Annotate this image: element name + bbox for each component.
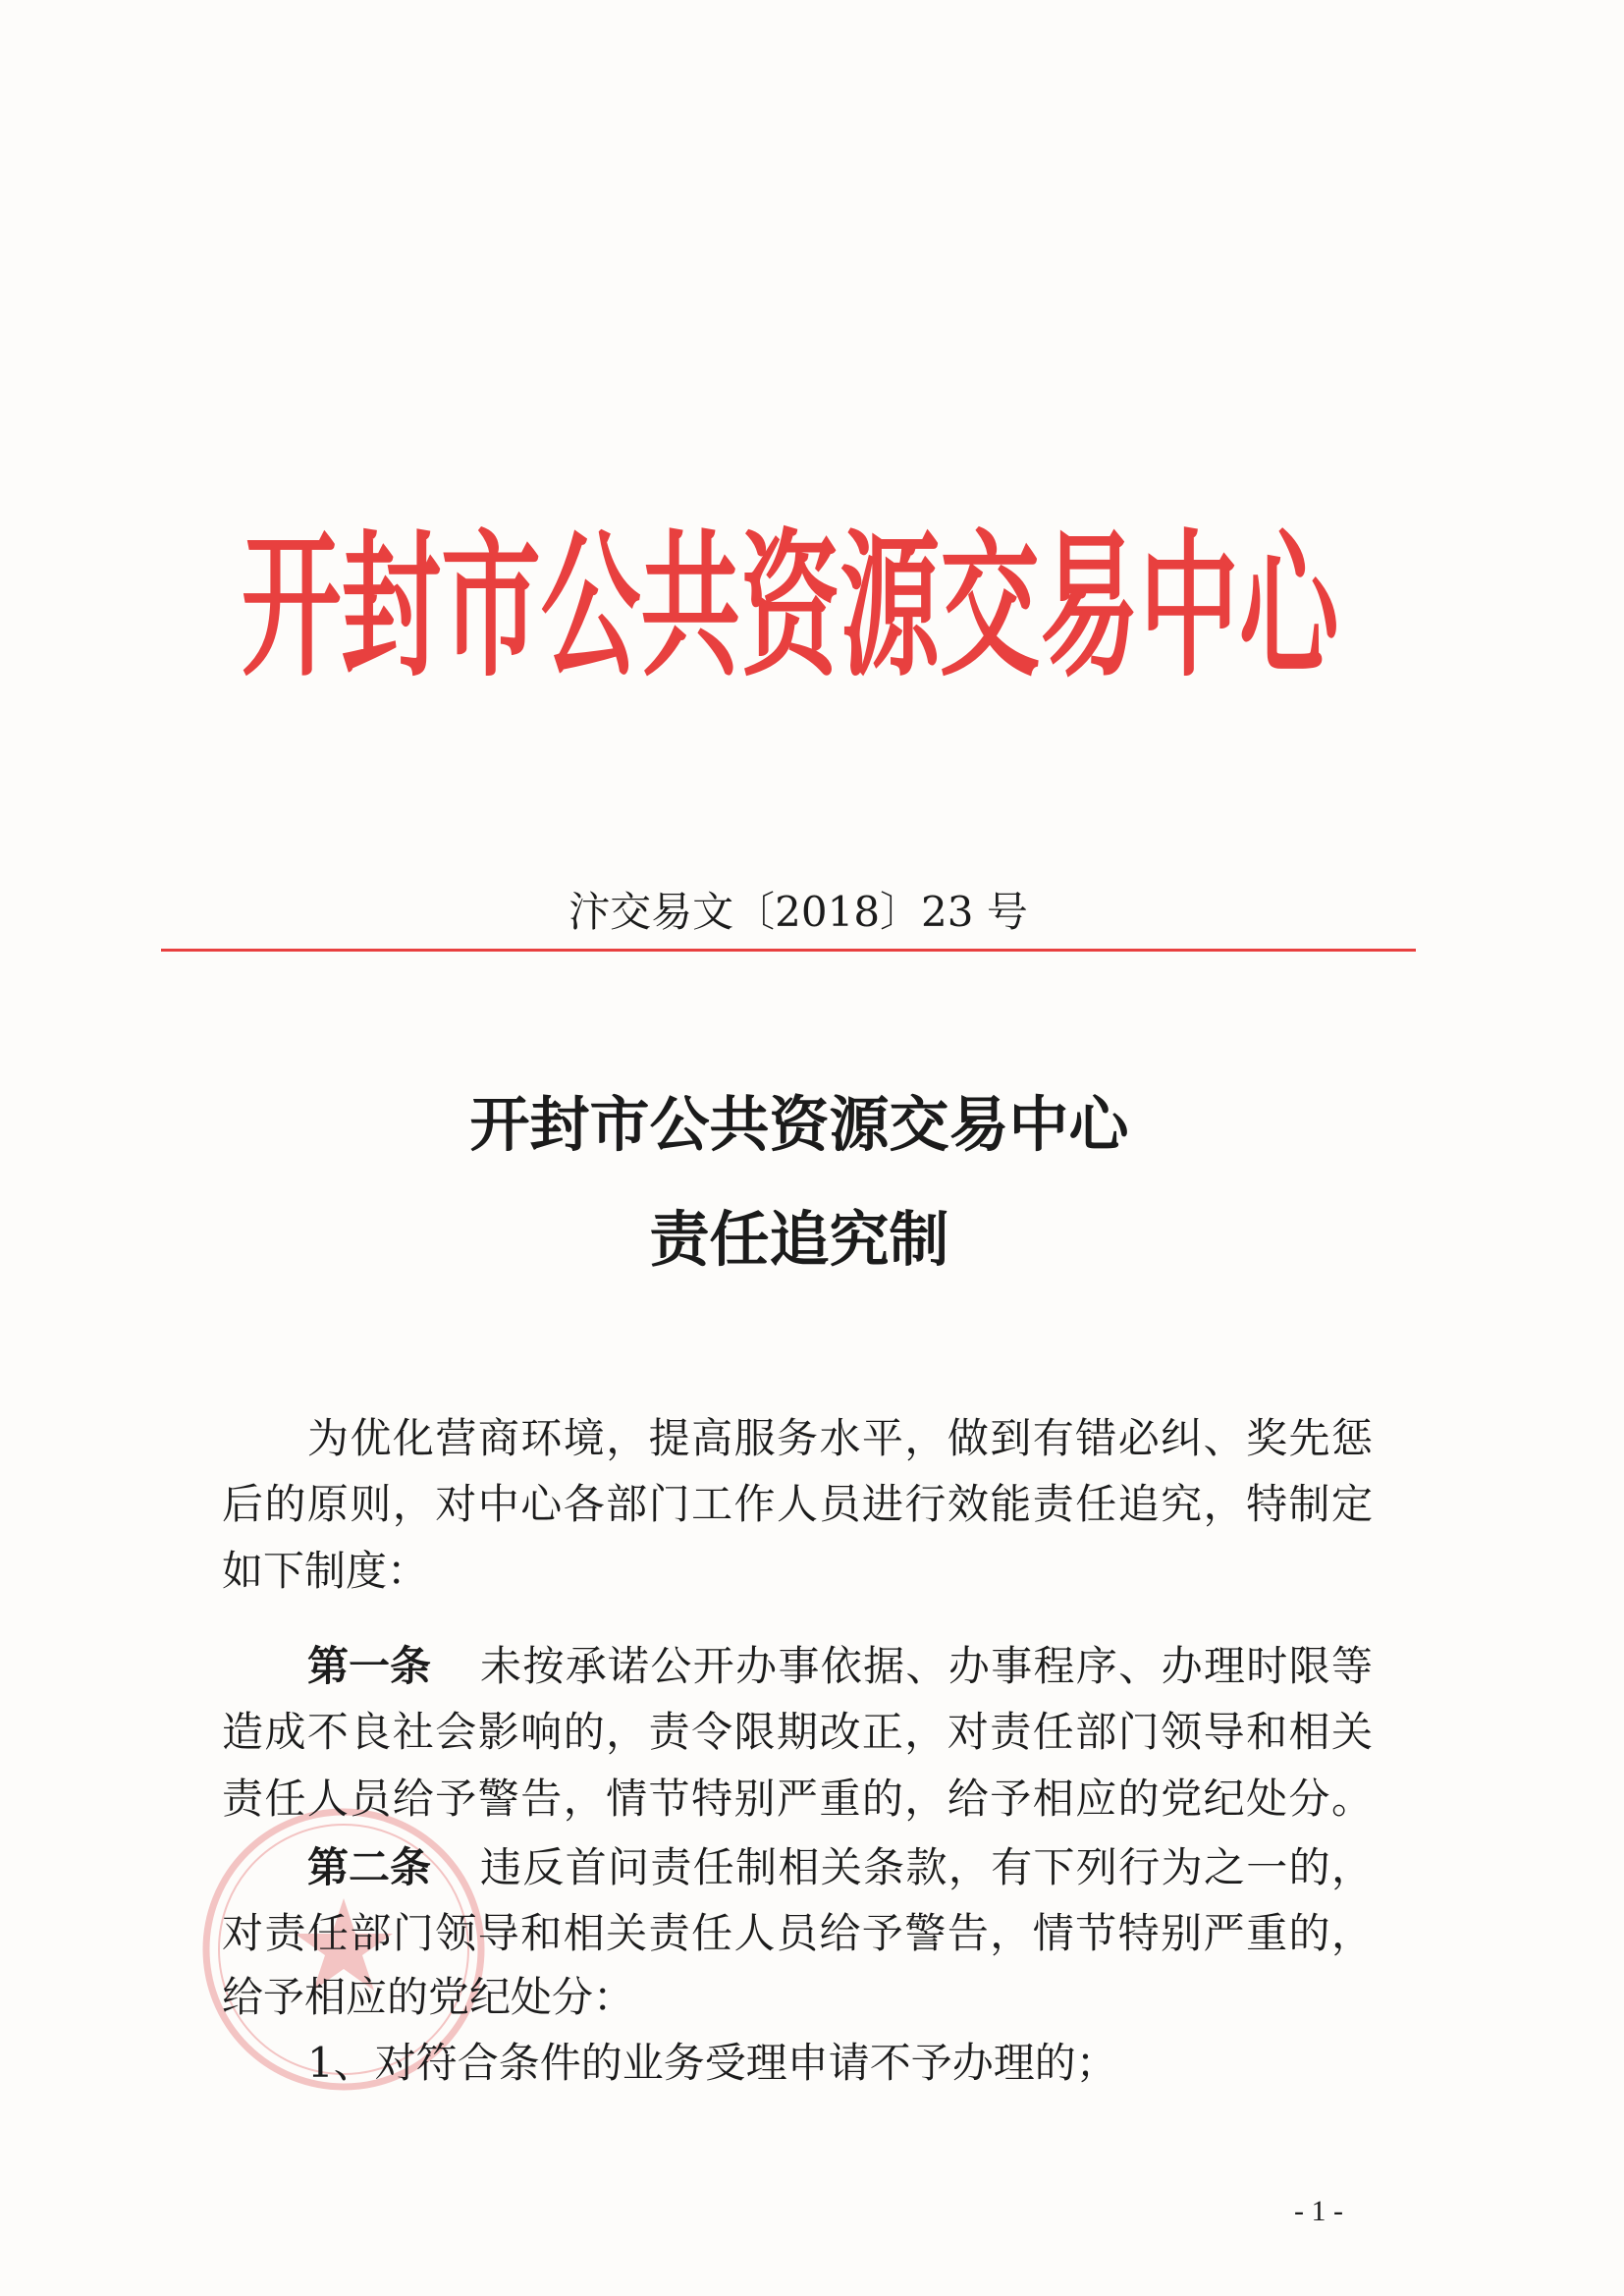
article-line: 违反首问责任制相关条款，有下列行为之一的， (480, 1843, 1373, 1891)
intro-line: 为优化营商环境，提高服务水平，做到有错必纠、奖先惩 (307, 1414, 1373, 1462)
intro-line: 如下制度： (222, 1547, 429, 1595)
list-item: 1、对符合条件的业务受理申请不予办理的； (307, 2039, 1117, 2087)
page-number: - 1 - (1294, 2195, 1343, 2227)
article-line: 未按承诺公开办事依据、办事程序、办理时限等 (480, 1642, 1373, 1690)
article-line: 造成不良社会影响的，责令限期改正，对责任部门领导和相关 (222, 1708, 1373, 1756)
document-subtitle: 责任追究制 (649, 1205, 949, 1275)
masthead-title: 开封市公共资源交易中心 (242, 514, 1339, 698)
article-line: 责任人员给予警告，情节特别严重的，给予相应的党纪处分。 (222, 1775, 1373, 1823)
document-number: 汴交易文〔2018〕23 号 (568, 888, 1028, 936)
intro-line: 后的原则，对中心各部门工作人员进行效能责任追究，特制定 (222, 1480, 1373, 1528)
article-2-label: 第二条 (307, 1843, 432, 1891)
article-1-label: 第一条 (307, 1642, 432, 1690)
document-title: 开封市公共资源交易中心 (469, 1090, 1129, 1160)
article-line: 给予相应的党纪处分： (222, 1973, 635, 2021)
article-line: 对责任部门领导和相关责任人员给予警告，情节特别严重的， (222, 1909, 1373, 1957)
header-divider (161, 949, 1416, 952)
